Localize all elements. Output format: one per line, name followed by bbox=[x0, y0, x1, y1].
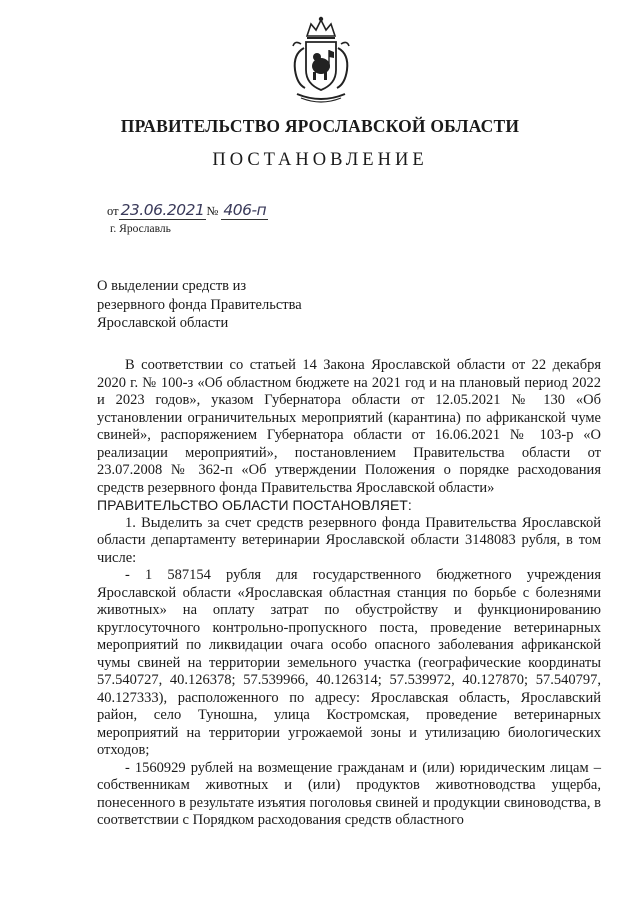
date-number-line bbox=[107, 201, 268, 219]
government-title: ПРАВИТЕЛЬСТВО ЯРОСЛАВСКОЙ ОБЛАСТИ bbox=[120, 116, 520, 136]
document-date: 23.06.2021 bbox=[120, 201, 205, 219]
subitem-paragraph: - 1560929 рублей на возмещение гражданам и (или) юридическим лицам – собственникам животных и (или) продуктов животноводства ущерба, понесенного в результате изъятия поголовья свиней и продукции свиноводства, в соответствии с Порядком расходования средств областного bbox=[97, 759, 601, 828]
subject-line: Ярославской области bbox=[97, 315, 229, 331]
document-type: ПОСТАНОВЛЕНИЕ bbox=[212, 150, 428, 170]
coat-of-arms-icon bbox=[287, 14, 355, 106]
item-paragraph: 1. Выделить за счет средств резервного фонда Правительства Ярославской области департаменту ветеринарии Ярославской области 3148083 рубля, в том числе: bbox=[97, 514, 601, 566]
subject-line: резервного фонда Правительства bbox=[97, 296, 302, 313]
preamble-paragraph: В соответствии со статьей 14 Закона Ярославской области от 22 декабря 2020 г. № 100-з «Об областном бюджете на 2021 год и на плановый период 2022 и 2023 годов», указом Губернатора области от 12.05.2021 № 130 «Об установлении ограничительных мероприятий (карантина) по африканской чуме свиней», распоряжением Губернатора области от 16.06.2021 № 103-р «О реализации мероприятий», постановлением Правительства области от 23.07.2008 № 362-п «Об утверждении Положения о порядке расходования средств резервного фонда Правительства Ярославской области» bbox=[97, 357, 601, 496]
document-number: 406-п bbox=[223, 201, 267, 219]
subitem-paragraph: - 1 587154 рубля для государственного бюджетного учреждения Ярославской области «Ярославская областная станция по борьбе с болезнями животных» на оплату затрат по обустройству и функционированию круглосуточного контрольно-пропускного поста, проведение ветеринарных мероприятий по ликвидации очага особо опасного заболевания африканской чумы свиней на территории земельного участка (географические координаты 57.540727, 40.126378; 57.539966, 40.126314; 57.539972, 40.127870; 57.540797, 40.127333), расположенного по адресу: Ярославская область, Ярославский район, село Туношна, улица Костромская, проведение ветеринарных мероприятий на территории угрожаемой зоны и утилизацию биологических отходов; bbox=[97, 567, 601, 758]
date-prefix: от bbox=[107, 204, 119, 218]
subject-line: О выделении средств из bbox=[97, 278, 247, 294]
number-sign: № bbox=[206, 204, 219, 218]
document-body bbox=[97, 357, 601, 830]
decree-heading: ПРАВИТЕЛЬСТВО ОБЛАСТИ ПОСТАНОВЛЯЕТ: bbox=[97, 497, 412, 513]
document-subject bbox=[97, 277, 417, 333]
city: г. Ярославль bbox=[110, 223, 171, 235]
